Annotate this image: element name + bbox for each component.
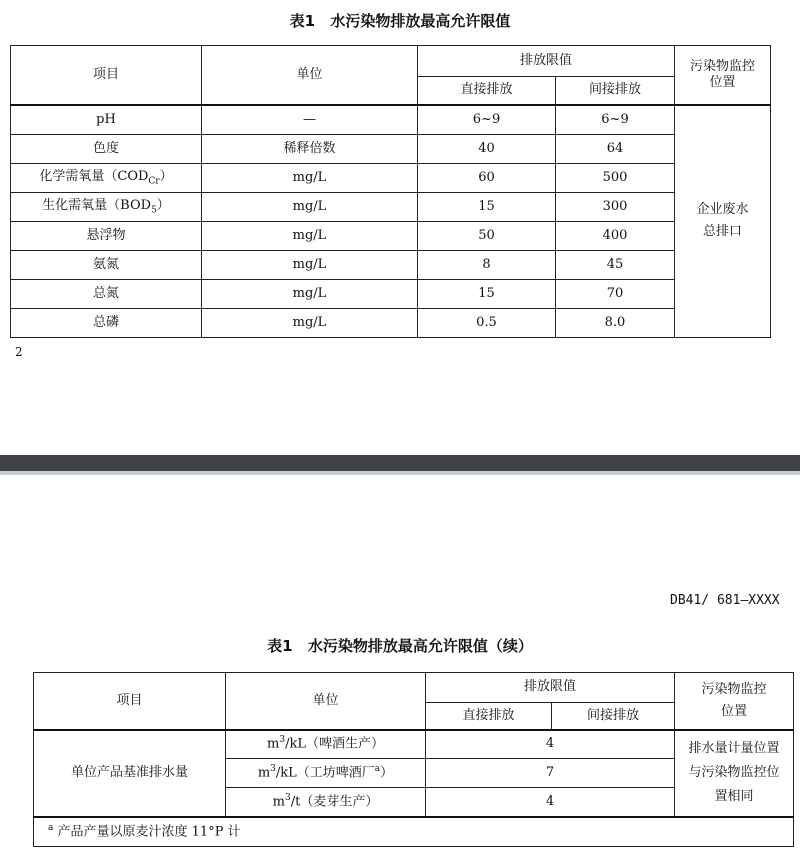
row-item: 单位产品基准排水量	[34, 730, 226, 817]
row-indirect: 70	[556, 280, 675, 309]
row-item: 氨氮	[11, 251, 202, 280]
row-indirect: 300	[556, 193, 675, 222]
table-number: 表1	[267, 637, 293, 655]
row-direct: 60	[418, 164, 556, 193]
header-indirect: 间接排放	[556, 77, 675, 105]
row-direct: 0.5	[418, 309, 556, 338]
row-indirect: 6~9	[556, 105, 675, 135]
header-item: 项目	[34, 673, 226, 730]
monitor-location-line2: 总排口	[703, 224, 743, 240]
header-indirect: 间接排放	[552, 703, 675, 730]
row-direct: 6~9	[418, 105, 556, 135]
header-unit: 单位	[226, 673, 426, 730]
row-item: 化学需氧量$(COD_{Cr})$	[11, 164, 202, 193]
table-row	[11, 309, 771, 338]
row-value: 4	[426, 730, 675, 759]
row-item: 悬浮物	[11, 222, 202, 251]
table-row	[11, 135, 771, 164]
monitor-location	[675, 105, 771, 338]
row-item: pH	[11, 105, 202, 135]
row-unit: mg/L	[202, 280, 418, 309]
header-monitor	[675, 673, 794, 730]
monitor-location	[675, 730, 794, 817]
row-unit: mg/L	[202, 309, 418, 338]
table-number: 表1	[289, 12, 316, 30]
row-unit: mg/L	[202, 164, 418, 193]
row-unit: $m^3/kL$（啤酒生产）	[226, 730, 426, 759]
table-row	[11, 251, 771, 280]
page-divider	[0, 455, 800, 471]
table-row	[11, 105, 771, 135]
header-monitor-line2: 位置	[721, 703, 748, 719]
header-direct: 直接排放	[418, 77, 556, 105]
table-title-text: 水污染物排放最高允许限值（续）	[307, 637, 533, 655]
row-unit: 稀释倍数	[202, 135, 418, 164]
row-item: 色度	[11, 135, 202, 164]
row-unit: $m^3/kL$（工坊啤酒厂$^a$）	[226, 759, 426, 788]
footnote	[34, 817, 794, 847]
standard-code: DB41/ 681—XXXX	[670, 593, 780, 608]
row-indirect: 500	[556, 164, 675, 193]
header-direct: 直接排放	[426, 703, 552, 730]
monitor-location-line1: 排水量计量位置	[688, 740, 780, 756]
row-indirect: 45	[556, 251, 675, 280]
table-row	[34, 730, 794, 759]
header-limit: 排放限值	[426, 673, 675, 703]
page-number: 2	[15, 345, 23, 359]
row-unit: mg/L	[202, 222, 418, 251]
row-direct: 8	[418, 251, 556, 280]
row-value: 7	[426, 759, 675, 788]
row-item: 总氮	[11, 280, 202, 309]
row-unit: mg/L	[202, 251, 418, 280]
header-unit: 单位	[202, 46, 418, 105]
header-item: 项目	[11, 46, 202, 105]
row-unit: $m^3/t$（麦芽生产）	[226, 788, 426, 817]
row-item: 生化需氧量$(BOD_5)$	[11, 193, 202, 222]
table-row	[11, 164, 771, 193]
row-unit: —	[202, 105, 418, 135]
row-indirect: 64	[556, 135, 675, 164]
header-monitor-line2: 位置	[709, 74, 736, 90]
row-value: 4	[426, 788, 675, 817]
row-direct: 40	[418, 135, 556, 164]
table-row	[11, 193, 771, 222]
header-monitor-line1: 污染物监控	[690, 58, 756, 74]
row-unit: mg/L	[202, 193, 418, 222]
header-limit: 排放限值	[418, 46, 675, 77]
row-direct: 15	[418, 193, 556, 222]
footnote-mark: a	[48, 822, 54, 833]
footnote-text: 产品产量以原麦汁浓度 11°P 计	[57, 824, 241, 840]
emission-limit-table-continued	[33, 672, 794, 847]
row-item: 总磷	[11, 309, 202, 338]
monitor-location-line3: 置相同	[714, 789, 754, 805]
table-row	[11, 222, 771, 251]
header-monitor	[675, 46, 771, 105]
row-direct: 15	[418, 280, 556, 309]
table-row	[11, 280, 771, 309]
table-title-text: 水污染物排放最高允许限值	[330, 12, 511, 30]
row-indirect: 8.0	[556, 309, 675, 338]
monitor-location-line1: 企业废水	[696, 202, 749, 217]
emission-limit-table	[10, 45, 771, 338]
row-direct: 50	[418, 222, 556, 251]
monitor-location-line2: 与污染物监控位	[688, 764, 780, 780]
footnote-row	[34, 817, 794, 847]
table-title	[0, 10, 800, 31]
page-divider-edge	[0, 471, 800, 475]
row-indirect: 400	[556, 222, 675, 251]
table-title-continued	[0, 635, 800, 656]
header-monitor-line1: 污染物监控	[701, 681, 767, 697]
